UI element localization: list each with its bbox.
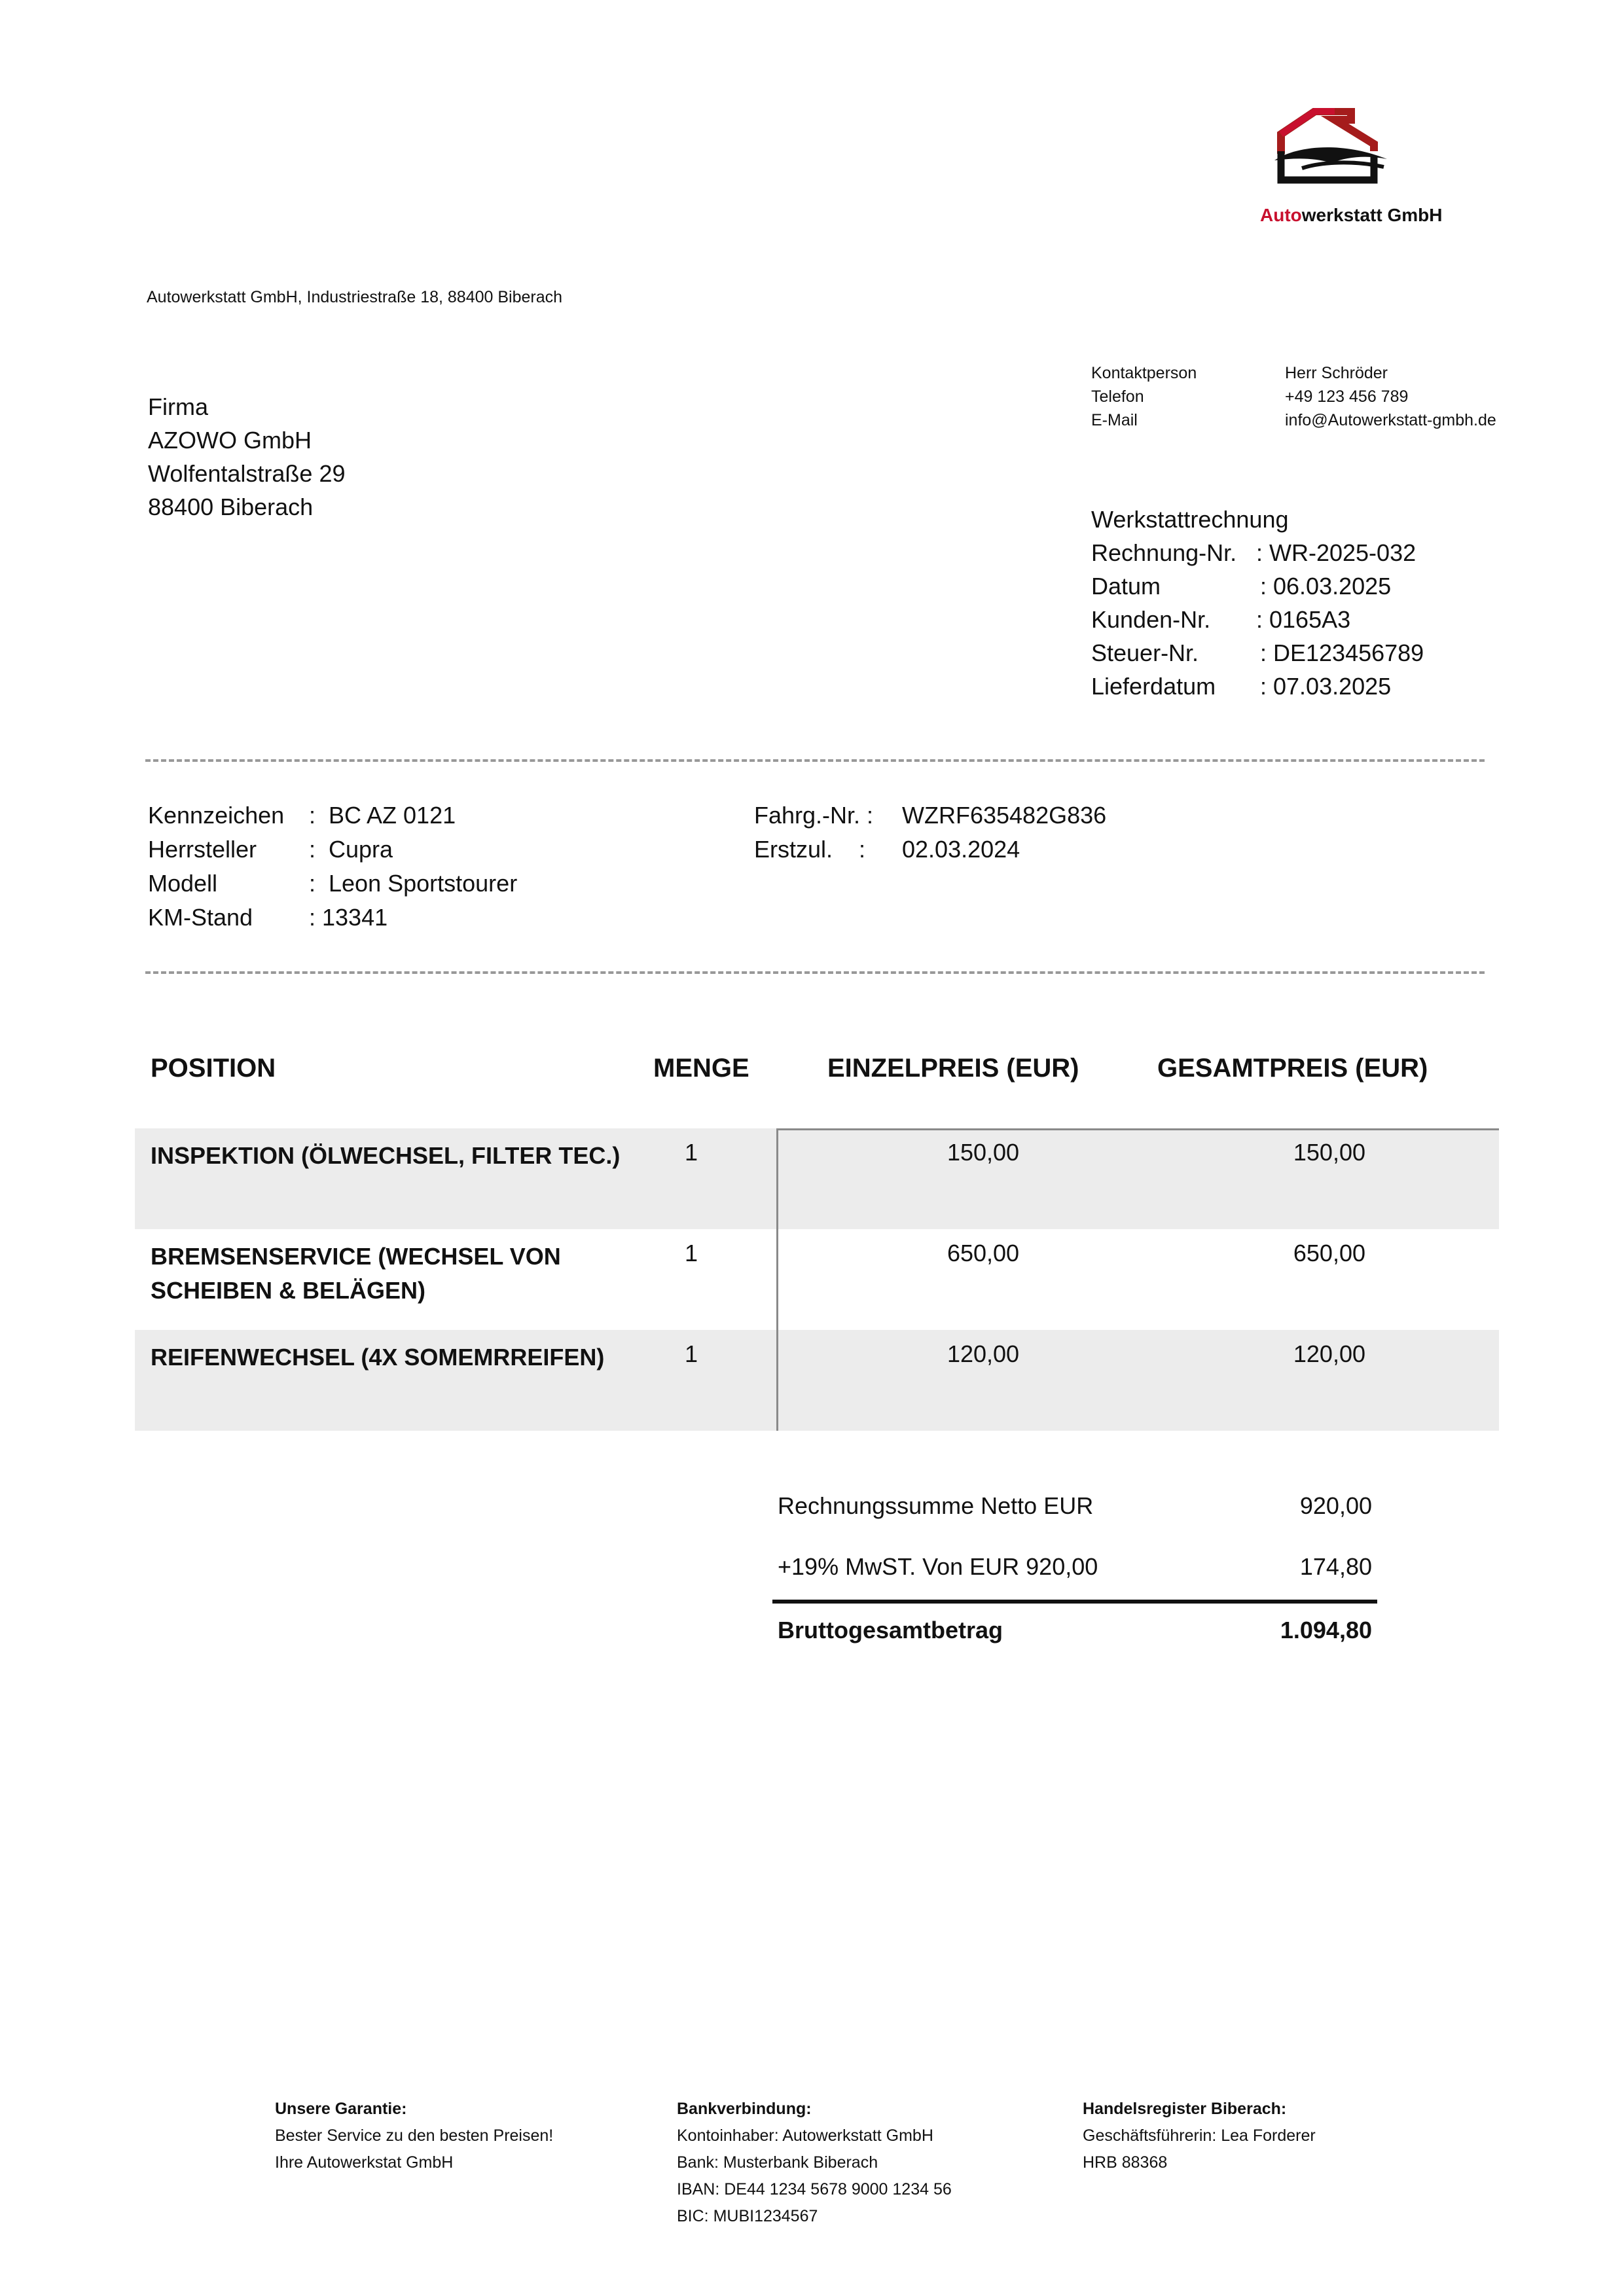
contact-email: info@Autowerkstatt-gmbh.de (1285, 411, 1496, 429)
totals-block (772, 1479, 1377, 1662)
recipient-line: Firma (148, 393, 208, 420)
table-row (135, 1128, 1499, 1229)
vehicle-details-left (148, 798, 517, 935)
meta-value: : WR-2025-032 (1256, 539, 1416, 566)
item-description: BREMSENSERVICE (WECHSEL VON SCHEIBEN & BELÄGEN) (151, 1243, 561, 1304)
contact-row (1091, 387, 1496, 411)
footer-guarantee (275, 2096, 553, 2176)
footer-line: HRB 88368 (1083, 2153, 1168, 2172)
meta-value: : DE123456789 (1260, 639, 1424, 666)
quantity-value: 1 (684, 1340, 698, 1367)
footer-register-title: Handelsregister Biberach: (1083, 2100, 1287, 2118)
meta-label: Lieferdatum (1091, 673, 1216, 700)
vehicle-row (148, 833, 517, 867)
recipient-city: 88400 Biberach (148, 493, 314, 520)
footer-line: Geschäftsführerin: Lea Forderer (1083, 2126, 1316, 2145)
vehicle-label: Kennzeichen (148, 802, 285, 829)
vehicle-value: : BC AZ 0121 (302, 802, 456, 829)
contact-label: E-Mail (1091, 411, 1138, 429)
vehicle-row (148, 867, 517, 901)
invoice-meta-row (1091, 603, 1424, 636)
table-top-border (776, 1128, 1499, 1130)
footer-bank-title: Bankverbindung: (677, 2100, 812, 2118)
item-description: REIFENWECHSEL (4X SOMEMRREIFEN) (151, 1344, 605, 1371)
vehicle-row (754, 798, 1106, 833)
meta-label: Rechnung-Nr. (1091, 539, 1237, 566)
logo-accent-text: Auto (1260, 205, 1302, 225)
meta-label: Datum (1091, 573, 1161, 600)
logo-rest-text: werkstatt GmbH (1301, 205, 1443, 225)
meta-value: : 06.03.2025 (1260, 573, 1392, 600)
vehicle-label: KM-Stand (148, 904, 253, 931)
vehicle-value: : Cupra (309, 836, 393, 863)
vehicle-label: Erstzul. : (754, 836, 866, 863)
footer-line: Kontoinhaber: Autowerkstatt GmbH (677, 2126, 933, 2145)
footer-line: Bester Service zu den besten Preisen! (275, 2126, 554, 2145)
meta-label: Steuer-Nr. (1091, 639, 1199, 666)
vehicle-value: : 13341 (309, 904, 388, 931)
recipient-street: Wolfentalstraße 29 (148, 460, 346, 487)
footer-line: Bank: Musterbank Biberach (677, 2153, 878, 2172)
vehicle-label: Modell (148, 870, 218, 897)
vehicle-row (148, 798, 517, 833)
house-car-icon (1269, 108, 1400, 193)
gross-total-label: Bruttogesamtbetrag (778, 1617, 1003, 1643)
footer-line: BIC: MUBI1234567 (677, 2207, 818, 2225)
vehicle-value: : Leon Sportstourer (309, 870, 518, 897)
dashed-divider (145, 971, 1485, 974)
contact-block (1091, 364, 1496, 435)
invoice-meta (1091, 503, 1424, 703)
meta-value: : 07.03.2025 (1260, 673, 1392, 700)
net-total-label: Rechnungssumme Netto EUR (778, 1492, 1094, 1519)
contact-value: Herr Schröder (1285, 364, 1388, 382)
gross-total-row (772, 1601, 1377, 1662)
logo-wordmark (1260, 205, 1442, 226)
contact-label: Telefon (1091, 387, 1144, 406)
net-total-value: 920,00 (1299, 1492, 1372, 1519)
table-column-divider (776, 1128, 778, 1431)
footer-register (1083, 2096, 1316, 2176)
invoice-meta-row (1091, 536, 1424, 569)
vehicle-details-right (754, 798, 1106, 867)
footer-line: Ihre Autowerkstat GmbH (275, 2153, 454, 2172)
col-header-total-price: GESAMTPREIS (EUR) (1157, 1054, 1428, 1083)
col-header-unit-price: EINZELPREIS (EUR) (827, 1054, 1079, 1083)
footer-line: IBAN: DE44 1234 5678 9000 1234 56 (677, 2180, 952, 2198)
quantity-value: 1 (684, 1139, 698, 1166)
col-header-quantity: MENGE (653, 1054, 749, 1083)
vehicle-value: 02.03.2024 (902, 836, 1020, 863)
contact-row (1091, 411, 1496, 435)
col-header-position: POSITION (151, 1054, 276, 1083)
recipient-address (148, 390, 345, 524)
invoice-meta-row (1091, 670, 1424, 703)
meta-value: : 0165A3 (1256, 606, 1351, 633)
vehicle-row (148, 901, 517, 935)
recipient-company: AZOWO GmbH (148, 427, 312, 454)
item-description: INSPEKTION (ÖLWECHSEL, FILTER TEC.) (151, 1142, 621, 1169)
vat-row (772, 1540, 1377, 1601)
item-total-price: 120,00 (1293, 1340, 1365, 1367)
unit-price-value: 650,00 (947, 1240, 1020, 1266)
contact-label: Kontaktperson (1091, 364, 1197, 382)
sender-address-line: Autowerkstatt GmbH, Industriestraße 18, 88400 Biberach (147, 288, 563, 306)
quantity-value: 1 (684, 1240, 698, 1266)
footer-bank (677, 2096, 952, 2230)
net-total-row (772, 1479, 1377, 1540)
dashed-divider (145, 759, 1485, 762)
vehicle-value: WZRF635482G836 (902, 802, 1107, 829)
company-logo (1260, 108, 1443, 239)
item-total-price: 650,00 (1293, 1240, 1365, 1266)
contact-value: +49 123 456 789 (1285, 387, 1409, 406)
vat-value: 174,80 (1299, 1553, 1372, 1580)
unit-price-value: 120,00 (947, 1340, 1020, 1367)
contact-row (1091, 364, 1496, 387)
meta-label: Kunden-Nr. (1091, 606, 1211, 633)
vehicle-label: Herrsteller (148, 836, 257, 863)
vehicle-row (754, 833, 1106, 867)
footer-guarantee-title: Unsere Garantie: (275, 2100, 407, 2118)
gross-total-value: 1.094,80 (1280, 1617, 1372, 1643)
table-row (135, 1229, 1499, 1330)
vehicle-label: Fahrg.-Nr. : (754, 802, 874, 829)
unit-price-value: 150,00 (947, 1139, 1020, 1166)
item-total-price: 150,00 (1293, 1139, 1365, 1166)
invoice-meta-row (1091, 569, 1424, 603)
invoice-meta-row (1091, 636, 1424, 670)
vat-label: +19% MwST. Von EUR 920,00 (778, 1553, 1098, 1580)
invoice-title: Werkstattrechnung (1091, 506, 1289, 533)
table-row (135, 1330, 1499, 1431)
